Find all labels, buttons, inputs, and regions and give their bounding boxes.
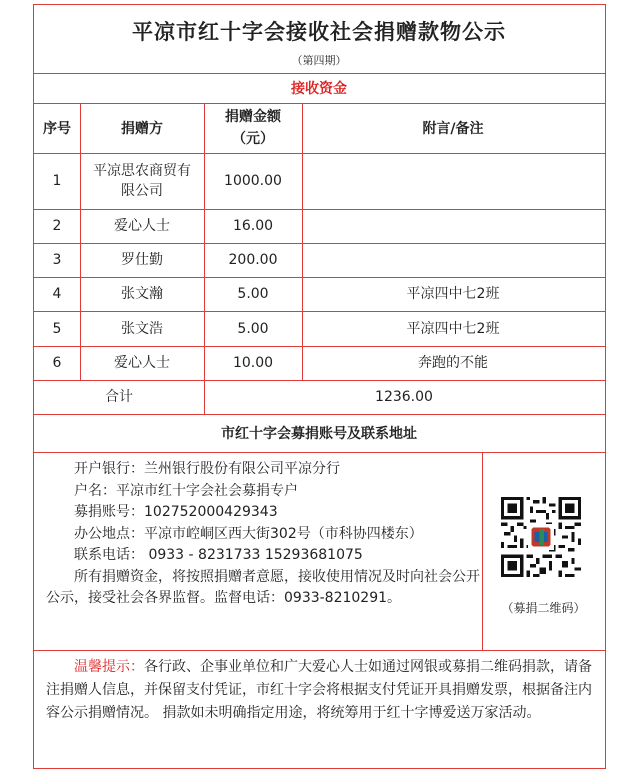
total-value: 1236.00 — [375, 389, 433, 405]
total-label: 合计 — [105, 389, 133, 405]
row-4-seq: 4 — [52, 286, 62, 302]
row-6-donor: 爱心人士 — [114, 355, 170, 371]
donation-qr-code — [501, 497, 581, 577]
header-donor: 捐赠方 — [121, 121, 163, 137]
row-2-seq: 2 — [52, 218, 62, 234]
account-address: 办公地点：平凉市崆峒区西大街302号（市科协四楼东） — [74, 525, 423, 542]
row-3-note — [302, 243, 604, 277]
row-5-note: 平凉四中七2班 — [406, 320, 500, 337]
row-1-note — [302, 153, 604, 209]
row-2-amount: 16.00 — [232, 218, 274, 234]
row-2-donor: 爱心人士 — [114, 218, 170, 234]
tips-paragraph — [46, 656, 601, 725]
divider — [34, 650, 605, 651]
row-2-note — [302, 209, 604, 243]
header-note: 附言/备注 — [422, 121, 484, 137]
section-title-funds: 接收资金 — [291, 81, 347, 97]
row-4-amount: 5.00 — [237, 286, 269, 302]
row-5-donor: 张文浩 — [121, 320, 163, 337]
notice-frame — [33, 4, 606, 769]
account-info — [46, 459, 486, 610]
row-1-seq: 1 — [52, 173, 62, 189]
account-number: 募捐账号：102752000429343 — [74, 504, 278, 520]
account-phone: 联系电话： 0933 - 8231733 15293681075 — [74, 547, 363, 563]
tips-label: 温馨提示： — [74, 659, 144, 675]
account-section-title: 市红十字会募捐账号及联系地址 — [221, 426, 417, 442]
account-statement: 所有捐赠资金，将按照捐赠者意愿，接收使用情况及时向社会公开公示，接受社会各界监督。监督电话：0933-8210291。 — [46, 568, 480, 606]
header-seq: 序号 — [43, 121, 71, 137]
divider — [34, 452, 605, 453]
row-5-amount: 5.00 — [237, 320, 269, 337]
tips-text: 各行政、企事业单位和广大爱心人士如通过网银或募捐二维码捐款，请备注捐赠人信息，并保留支付凭证，市红十字会将根据支付凭证开具捐赠发票，根据备注内容公示捐赠情况。 捐款如未明确指定用途，将统筹用于红十字博爱送万家活动。 — [46, 659, 592, 721]
row-3-donor: 罗仕勤 — [121, 252, 163, 268]
page-title: 平凉市红十字会接收社会捐赠款物公示 — [132, 20, 506, 44]
row-6-amount: 10.00 — [232, 355, 274, 371]
row-3-seq: 3 — [52, 252, 62, 268]
qr-caption: （募捐二维码） — [501, 601, 586, 615]
account-name: 户名：平凉市红十字会社会募捐专户 — [74, 482, 298, 499]
account-bank: 开户银行：兰州银行股份有限公司平凉分行 — [74, 461, 340, 477]
row-1-donor: 平凉思农商贸有限公司 — [93, 163, 191, 199]
row-6-seq: 6 — [52, 355, 62, 371]
row-1-amount: 1000.00 — [224, 173, 282, 189]
row-4-donor: 张文瀚 — [121, 286, 163, 302]
row-4-note: 平凉四中七2班 — [406, 286, 500, 302]
header-amount: 捐赠金额（元） — [225, 109, 281, 147]
row-6-note: 奔跑的不能 — [418, 355, 488, 371]
row-5-seq: 5 — [52, 320, 62, 337]
row-3-amount: 200.00 — [228, 252, 278, 268]
issue-number: （第四期） — [291, 54, 347, 67]
